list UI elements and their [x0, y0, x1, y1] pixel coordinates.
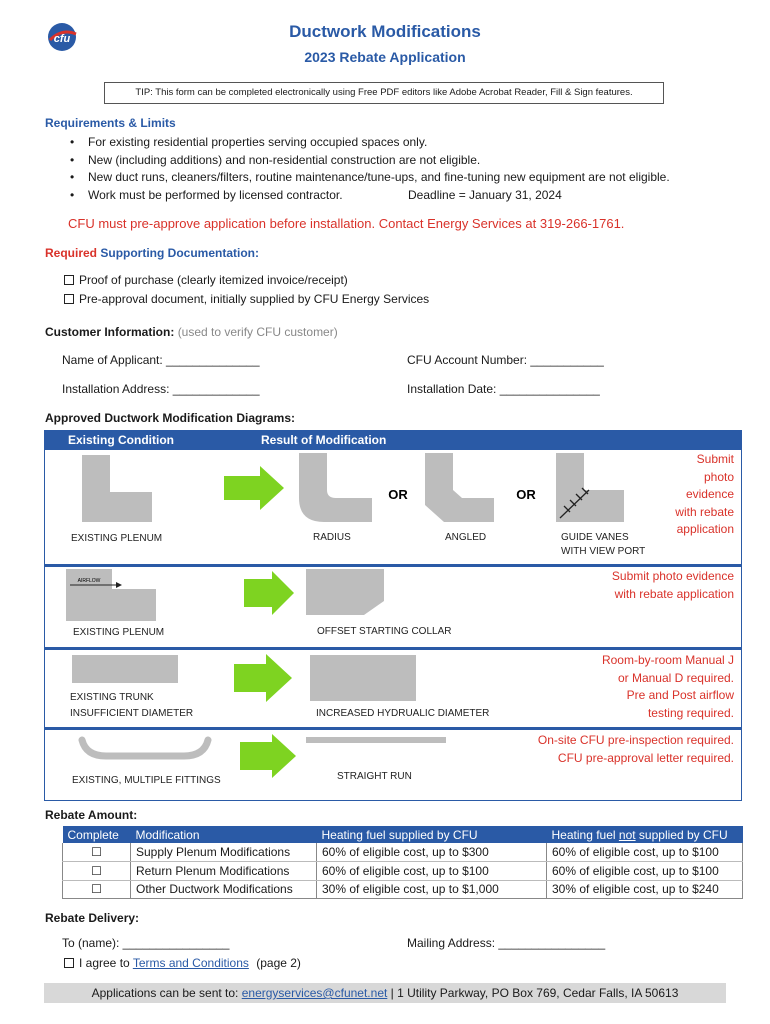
label-angled: ANGLED	[445, 532, 487, 543]
doc-item-preapproval[interactable]	[64, 292, 429, 306]
email-link[interactable]: energyservices@cfunet.net	[241, 986, 388, 1000]
noncfu-rebate-cell: 30% of eligible cost, up to $240	[547, 880, 743, 899]
requirement-item: • New duct runs, cleaners/filters, routine maintenance/tune-ups, and fine-tuning new equipment are not eligible.	[62, 169, 742, 187]
checkbox-icon[interactable]	[64, 958, 74, 968]
col-result: Result of Modification	[261, 433, 387, 447]
existing-plenum-shape	[82, 455, 152, 522]
noncfu-rebate-cell: 60% of eligible cost, up to $100	[547, 862, 743, 881]
col-cfu-fuel: Heating fuel supplied by CFU	[317, 826, 547, 843]
required-label: Required	[45, 246, 98, 260]
label-insufficient-diameter: INSUFFICIENT DIAMETER	[70, 708, 194, 719]
installation-date-field[interactable]: Installation Date: _______________	[407, 382, 600, 396]
row2-note: Submit photo evidence with rebate application	[611, 569, 734, 601]
agree-prefix: I agree to	[79, 956, 130, 970]
diagrams-heading: Approved Ductwork Modification Diagrams:	[45, 411, 296, 425]
row3-note: Room-by-room Manual J or Manual D required. Pre and Post airflow testing required.	[601, 653, 734, 720]
requirements-heading: Requirements & Limits	[45, 116, 176, 130]
complete-checkbox[interactable]: ☐	[63, 843, 131, 862]
not-emphasis: not	[618, 827, 636, 842]
table-row	[63, 880, 743, 899]
installation-address-field[interactable]: Installation Address: _____________	[62, 382, 260, 396]
airflow-label: AIRFLOW	[77, 578, 101, 584]
footer-bar	[44, 983, 726, 1003]
table-row	[63, 862, 743, 881]
documentation-heading	[45, 246, 259, 260]
diagram-header	[44, 430, 742, 450]
complete-checkbox[interactable]: ☐	[63, 862, 131, 881]
radius-shape	[299, 453, 372, 522]
applicant-name-field[interactable]: Name of Applicant: ______________	[62, 353, 260, 367]
documentation-label: Supporting Documentation:	[100, 246, 260, 260]
requirement-item: • New (including additions) and non-residential construction are not eligible.	[62, 152, 742, 170]
or-label: OR	[516, 487, 536, 502]
checkbox-icon[interactable]	[64, 275, 74, 285]
preapprove-notice: CFU must pre-approve application before installation. Contact Energy Services at 319-266-1761.	[68, 216, 625, 231]
label-increased-diameter: INCREASED HYDRUALIC DIAMETER	[316, 708, 490, 719]
deadline-text: Deadline = January 31, 2024	[408, 187, 562, 202]
requirement-item: • For existing residential properties serving occupied spaces only.	[62, 134, 742, 152]
footer-address: | 1 Utility Parkway, PO Box 769, Cedar Falls, IA 50613	[390, 986, 679, 1000]
label-existing-trunk: EXISTING TRUNK	[70, 692, 154, 703]
green-arrow-icon	[234, 654, 292, 702]
label-guide-vanes: GUIDE VANES	[561, 532, 629, 543]
page-subtitle: 2023 Rebate Application	[304, 49, 466, 65]
rebate-table	[62, 826, 743, 899]
complete-checkbox[interactable]: ☐	[63, 880, 131, 899]
requirements-list	[62, 134, 742, 204]
cfu-rebate-cell: 60% of eligible cost, up to $300	[317, 843, 547, 862]
terms-agreement	[64, 956, 301, 970]
existing-trunk-shape	[72, 655, 178, 683]
or-label: OR	[388, 487, 408, 502]
page-title: Ductwork Modifications	[289, 22, 481, 41]
customer-heading: Customer Information: (used to verify CFU customer)	[45, 325, 338, 339]
angled-shape	[425, 453, 494, 522]
customer-heading-note: (used to verify CFU customer)	[177, 325, 338, 339]
doc-item-label: Proof of purchase (clearly itemized invoice/receipt)	[79, 273, 348, 287]
label-view-port: WITH VIEW PORT	[561, 546, 646, 557]
to-name-field[interactable]: To (name): ________________	[62, 936, 230, 950]
logo-text: cfu	[53, 33, 71, 45]
rebate-heading: Rebate Amount:	[45, 808, 138, 822]
requirement-text: Work must be performed by licensed contractor.	[88, 187, 343, 202]
checkbox-icon[interactable]	[64, 294, 74, 304]
label-straight-run: STRAIGHT RUN	[337, 771, 412, 782]
col-existing: Existing Condition	[68, 433, 174, 447]
requirement-item	[62, 187, 742, 205]
noncfu-rebate-cell: 60% of eligible cost, up to $100	[547, 843, 743, 862]
label-multiple-fittings: EXISTING, MULTIPLE FITTINGS	[72, 775, 221, 786]
modification-cell: Supply Plenum Modifications	[131, 843, 317, 862]
label-existing-plenum: EXISTING PLENUM	[73, 627, 165, 638]
doc-item-purchase[interactable]	[64, 273, 348, 287]
label-radius: RADIUS	[313, 532, 351, 543]
col-noncfu-fuel: Heating fuel not supplied by CFU	[547, 826, 743, 843]
cfu-rebate-cell: 30% of eligible cost, up to $1,000	[317, 880, 547, 899]
row4-note: On-site CFU pre-inspection required. CFU pre-approval letter required.	[537, 733, 734, 765]
label-offset-collar: OFFSET STARTING COLLAR	[317, 626, 452, 637]
increased-trunk-shape	[310, 655, 416, 701]
col-modification: Modification	[131, 826, 317, 843]
col-complete: Complete	[63, 826, 131, 843]
cfu-rebate-cell: 60% of eligible cost, up to $100	[317, 862, 547, 881]
doc-item-label: Pre-approval document, initially supplied by CFU Energy Services	[79, 292, 430, 306]
offset-collar-shape	[306, 569, 384, 615]
modification-cell: Other Ductwork Modifications	[131, 880, 317, 899]
modification-cell: Return Plenum Modifications	[131, 862, 317, 881]
row1-note: Submit photo evidence with rebate application	[675, 452, 734, 536]
green-arrow-icon	[244, 571, 294, 615]
green-arrow-icon	[224, 466, 284, 510]
tip-box: TIP: This form can be completed electronically using Free PDF editors like Adobe Acrobat Reader, Fill & Sign features.	[104, 82, 664, 104]
terms-link[interactable]: Terms and Conditions	[132, 956, 249, 970]
table-row	[63, 843, 743, 862]
multiple-fittings-shape	[82, 740, 208, 756]
label-existing-plenum: EXISTING PLENUM	[71, 533, 163, 544]
straight-run-shape	[306, 737, 446, 743]
account-number-field[interactable]: CFU Account Number: ___________	[407, 353, 604, 367]
footer-prefix: Applications can be sent to:	[91, 986, 239, 1000]
green-arrow-icon	[240, 734, 296, 778]
mailing-address-field[interactable]: Mailing Address: ________________	[407, 936, 606, 950]
delivery-heading: Rebate Delivery:	[45, 911, 140, 925]
agree-suffix: (page 2)	[256, 956, 301, 970]
